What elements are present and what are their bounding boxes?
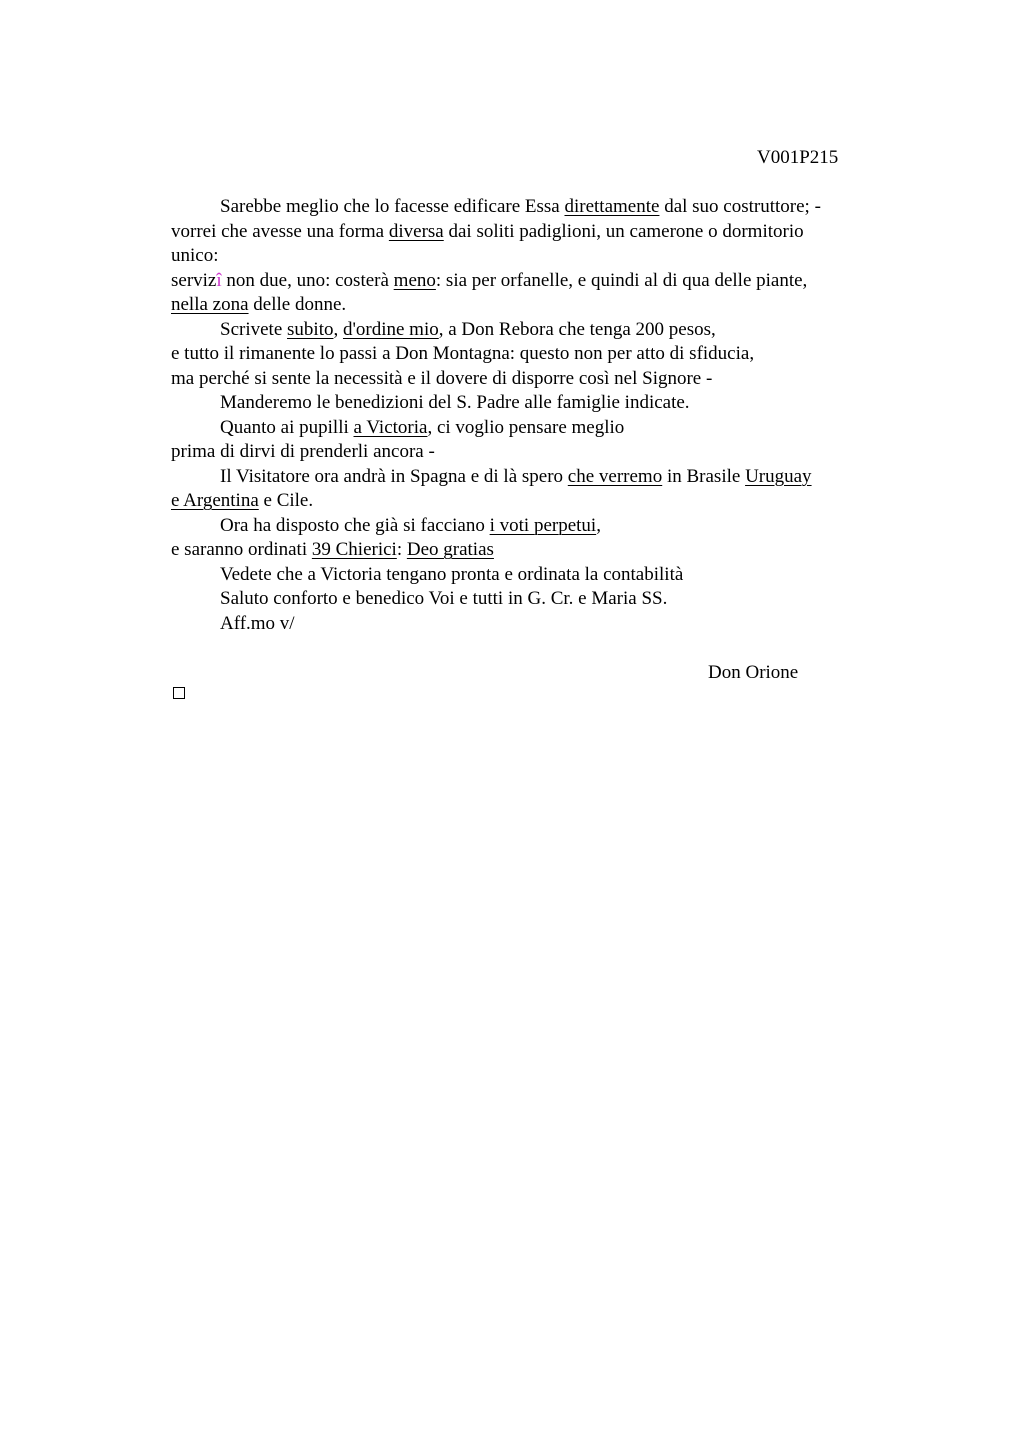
underlined-text: nella zona bbox=[171, 294, 249, 315]
text-segment: in Brasile bbox=[662, 465, 746, 487]
text-segment: prima di dirvi di prenderli ancora - bbox=[171, 441, 435, 462]
underlined-text: i voti perpetui bbox=[489, 514, 597, 536]
text-segment: e saranno ordinati bbox=[171, 539, 312, 560]
text-segment: vorrei che avesse una forma bbox=[171, 220, 389, 242]
text-line bbox=[171, 342, 871, 367]
text-segment: dal suo costruttore; - bbox=[659, 196, 821, 217]
text-segment: , ci voglio pensare meglio bbox=[427, 416, 625, 438]
underlined-text: direttamente bbox=[564, 196, 660, 217]
text-segment: e tutto il rimanente lo passi a Don Montagna: questo non per atto di sfiducia, bbox=[171, 343, 755, 364]
text-segment: dai soliti padiglioni, un camerone o dormitorio bbox=[443, 220, 804, 242]
underlined-text: Uruguay bbox=[745, 465, 812, 487]
text-line bbox=[171, 195, 871, 220]
underlined-text: Deo gratias bbox=[406, 539, 494, 560]
signature: Don Orione bbox=[708, 661, 799, 683]
text-line bbox=[171, 440, 871, 465]
text-line bbox=[171, 220, 871, 245]
underlined-text: d'ordine mio bbox=[342, 318, 439, 340]
text-segment: Ora ha disposto che già si facciano bbox=[220, 514, 490, 536]
text-segment: Il Visitatore ora andrà in Spagna e di là spero bbox=[220, 465, 568, 487]
text-line bbox=[171, 367, 871, 392]
end-mark-box bbox=[173, 687, 185, 699]
text-segment: Saluto conforto e benedico Voi e tutti in G. Cr. e Maria SS. bbox=[220, 588, 668, 609]
letter-body bbox=[171, 195, 871, 685]
underlined-text: che verremo bbox=[567, 465, 663, 487]
page-code: V001P215 bbox=[757, 147, 839, 168]
text-segment: Scrivete bbox=[220, 318, 288, 340]
accented-character: î bbox=[216, 269, 222, 291]
text-segment: Manderemo le benedizioni del S. Padre alle famiglie indicate. bbox=[220, 392, 690, 413]
text-segment: , a Don Rebora che tenga 200 pesos, bbox=[438, 318, 716, 340]
text-segment: unico: bbox=[171, 245, 219, 266]
underlined-text: e Argentina bbox=[171, 490, 259, 511]
text-segment: Quanto ai pupilli bbox=[220, 416, 354, 438]
text-segment: e Cile. bbox=[258, 490, 314, 511]
text-line bbox=[171, 416, 871, 441]
blank-line bbox=[171, 636, 871, 661]
text-segment: Vedete che a Victoria tengano pronta e ordinata la contabilità bbox=[220, 563, 684, 585]
underlined-text: a Victoria bbox=[353, 416, 428, 438]
text-line bbox=[171, 489, 871, 514]
text-line bbox=[171, 465, 871, 490]
text-line bbox=[171, 318, 871, 343]
text-line bbox=[171, 612, 871, 637]
text-segment: serviz bbox=[171, 269, 217, 291]
text-segment: : sia per orfanelle, e quindi al di qua delle piante, bbox=[435, 269, 808, 291]
underlined-text: subito bbox=[287, 318, 334, 340]
text-line bbox=[171, 244, 871, 269]
text-segment: , bbox=[333, 318, 343, 340]
text-line bbox=[171, 538, 871, 563]
text-line bbox=[171, 587, 871, 612]
underlined-text: meno bbox=[393, 269, 436, 291]
underlined-text: 39 Chierici bbox=[311, 539, 397, 560]
text-line bbox=[171, 514, 871, 539]
underlined-text: diversa bbox=[388, 220, 444, 242]
text-segment: delle donne. bbox=[248, 294, 347, 315]
text-segment: Aff.mo v/ bbox=[220, 612, 295, 634]
text-line bbox=[171, 391, 871, 416]
text-segment: Sarebbe meglio che lo facesse edificare Essa bbox=[220, 196, 565, 217]
text-segment: , bbox=[596, 514, 601, 536]
text-segment: : bbox=[396, 539, 407, 560]
text-segment: non due, uno: costerà bbox=[221, 269, 394, 291]
text-line bbox=[171, 293, 871, 318]
text-segment: ma perché si sente la necessità e il dovere di disporre così nel Signore - bbox=[171, 367, 713, 389]
text-line bbox=[171, 563, 871, 588]
text-line bbox=[171, 269, 871, 294]
